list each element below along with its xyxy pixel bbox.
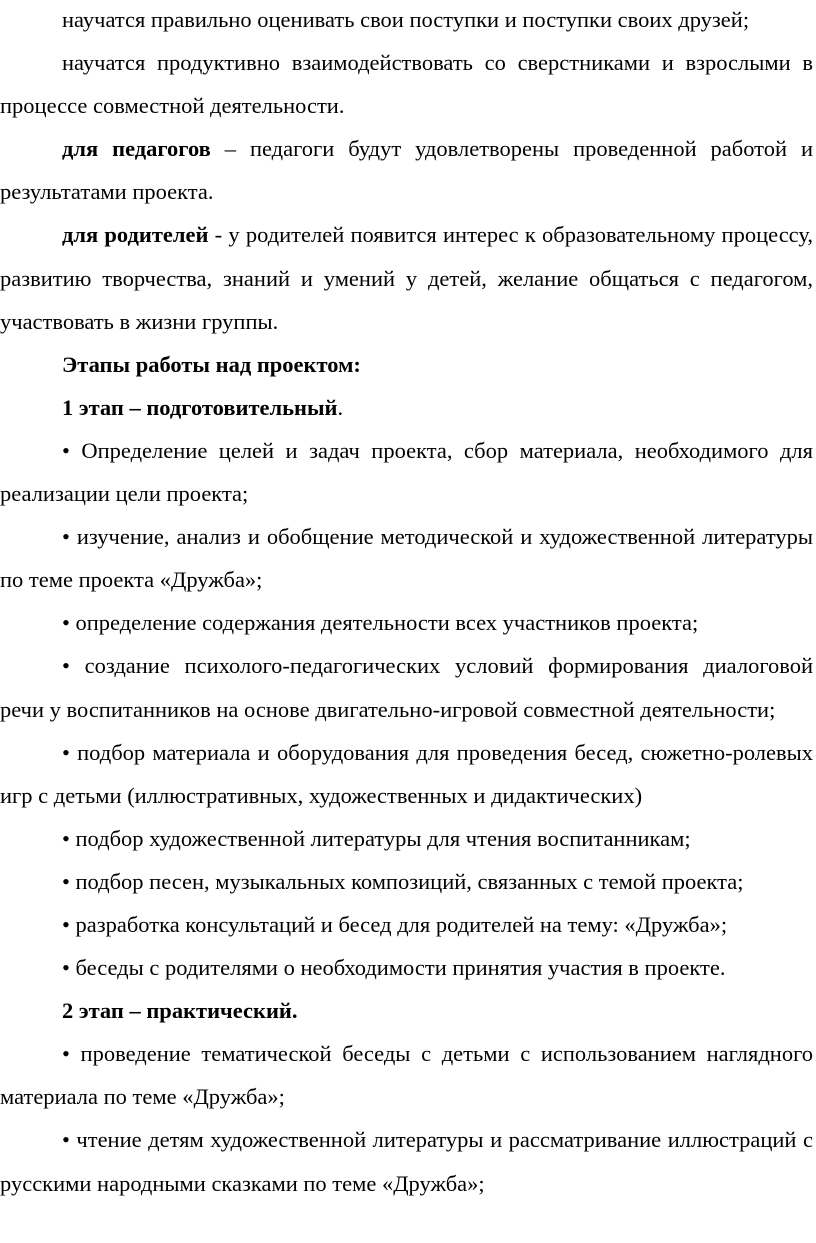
stage1-item: • подбор материала и оборудования для проведения бесед, сюжетно-ролевых игр с детьми (иллюстративных, художественных и дидактических) <box>0 739 813 808</box>
stage1-item: • разработка консультаций и бесед для родителей на тему: «Дружба»; <box>62 911 728 937</box>
label-for-teachers: для педагогов <box>62 136 211 162</box>
stage1-item: • Определение целей и задач проекта, сбор материала, необходимого для реализации цели проекта; <box>0 437 813 507</box>
stage2-title: 2 этап – практический. <box>62 998 298 1024</box>
stage1-title-text: 1 этап – подготовительный <box>62 394 338 420</box>
stage1-title-suffix: . <box>337 394 344 420</box>
text-for-parents: - у родителей появится интерес к образовательному процессу, развитию творчества, знаний и умений у детей, желание общаться с педагогом, участвовать в жизни группы. <box>0 222 813 334</box>
stage1-item: • изучение, анализ и обобщение методической и художественной литературы по теме проекта «Дружба»; <box>0 524 813 593</box>
label-for-parents: для родителей <box>62 222 209 248</box>
paragraph-for-teachers <box>0 127 813 213</box>
paragraph-outcome-interact: научатся продуктивно взаимодействовать со сверстниками и взрослыми в процессе совместной деятельности. <box>0 50 813 119</box>
stage2-item: • чтение детям художественной литературы и рассматривание иллюстраций с русскими народными сказками по теме «Дружба»; <box>0 1127 813 1196</box>
stage2-item: • проведение тематической беседы с детьми с использованием наглядного материала по теме «Дружба»; <box>0 1041 813 1110</box>
paragraph-for-parents <box>0 213 813 342</box>
stage1-item: • подбор песен, музыкальных композиций, связанных с темой проекта; <box>62 868 744 894</box>
stage1-item: • создание психолого-педагогических условий формирования диалоговой речи у воспитанников на основе двигательно-игровой совместной деятельности; <box>0 653 813 722</box>
stage1-item: • подбор художественной литературы для чтения воспитанникам; <box>62 825 691 851</box>
stages-heading: Этапы работы над проектом: <box>62 351 361 377</box>
stage1-item: • определение содержания деятельности всех участников проекта; <box>62 610 699 636</box>
stage1-item: • беседы с родителями о необходимости принятия участия в проекте. <box>62 955 726 981</box>
stage1-title <box>0 386 813 429</box>
paragraph-outcome-evaluate: научатся правильно оценивать свои поступки и поступки своих друзей; <box>62 7 750 32</box>
text-for-teachers: – педагоги будут удовлетворены проведенной работой и результатами проекта. <box>0 136 813 205</box>
